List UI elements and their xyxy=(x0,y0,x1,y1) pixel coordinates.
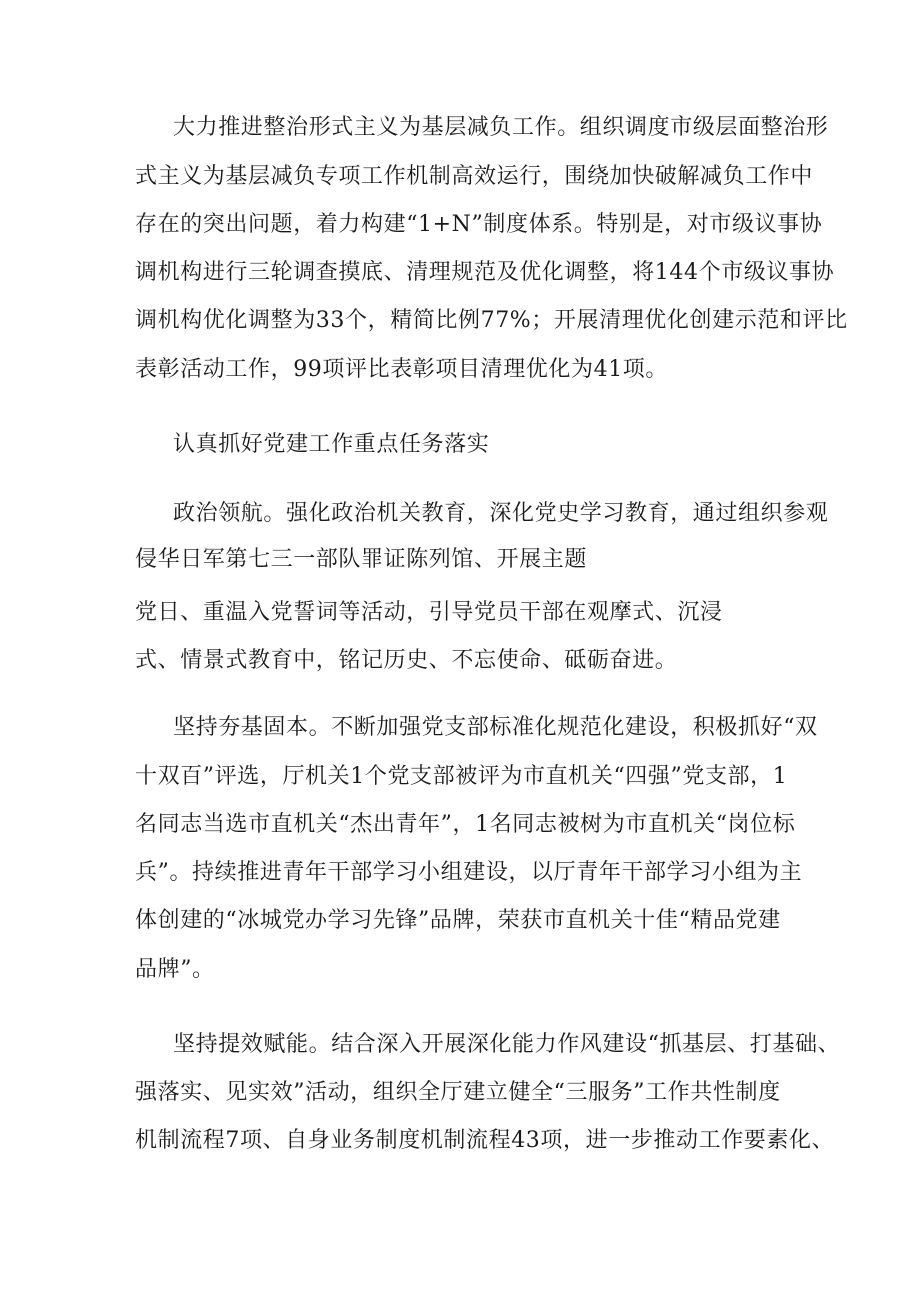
paragraph-4-line-1: 坚持夯基固本。不断加强党支部标准化规范化建设，积极抓好“双 xyxy=(173,715,818,740)
paragraph-1-line-2: 式主义为基层减负专项工作机制高效运行，围绕加快破解减负工作中 xyxy=(135,164,814,189)
paragraph-4-line-5: 体创建的“冰城党办学习先锋”品牌，荣获市直机关十佳“精品党建 xyxy=(135,908,781,933)
paragraph-1-line-3: 存在的突出问题，着力构建“1+N”制度体系。特别是，对市级议事协 xyxy=(135,212,823,237)
paragraph-1-line-5: 调机构优化调整为33个，精简比例77%；开展清理优化创建示范和评比 xyxy=(135,308,848,333)
paragraph-3-line-1: 政治领航。强化政治机关教育，深化党史学习教育，通过组织参观 xyxy=(173,501,829,526)
paragraph-5-line-2: 强落实、见实效”活动，组织全厅建立健全“三服务”工作共性制度 xyxy=(135,1080,781,1105)
paragraph-4-line-3: 名同志当选市直机关“杰出青年”，1名同志被树为市直机关“岗位标 xyxy=(135,812,796,837)
paragraph-5-line-1: 坚持提效赋能。结合深入开展深化能力作风建设“抓基层、打基础、 xyxy=(173,1032,841,1057)
paragraph-3-line-3: 党日、重温入党誓词等活动，引导党员干部在观摩式、沉浸 xyxy=(135,600,723,625)
paragraph-1-line-1: 大力推进整治形式主义为基层减负工作。组织调度市级层面整治形 xyxy=(173,115,829,140)
paragraph-1-line-6: 表彰活动工作，99项评比表彰项目清理优化为41项。 xyxy=(135,357,668,382)
paragraph-4-line-2: 十双百”评选，厅机关1个党支部被评为市直机关“四强”党支部，1 xyxy=(135,764,788,789)
paragraph-4-line-4: 兵”。持续推进青年干部学习小组建设，以厅青年干部学习小组为主 xyxy=(135,860,803,885)
paragraph-1-line-4: 调机构进行三轮调查摸底、清理规范及优化调整，将144个市级议事协 xyxy=(135,260,835,285)
section-heading: 认真抓好党建工作重点任务落实 xyxy=(173,432,490,457)
paragraph-4-line-6: 品牌”。 xyxy=(135,957,215,982)
paragraph-5-line-3: 机制流程7项、自身业务制度机制流程43项，进一步推动工作要素化、 xyxy=(135,1128,835,1153)
paragraph-3-line-2: 侵华日军第七三一部队罪证陈列馆、开展主题 xyxy=(135,547,588,572)
paragraph-3-line-4: 式、情景式教育中，铭记历史、不忘使命、砥砺奋进。 xyxy=(135,648,678,673)
